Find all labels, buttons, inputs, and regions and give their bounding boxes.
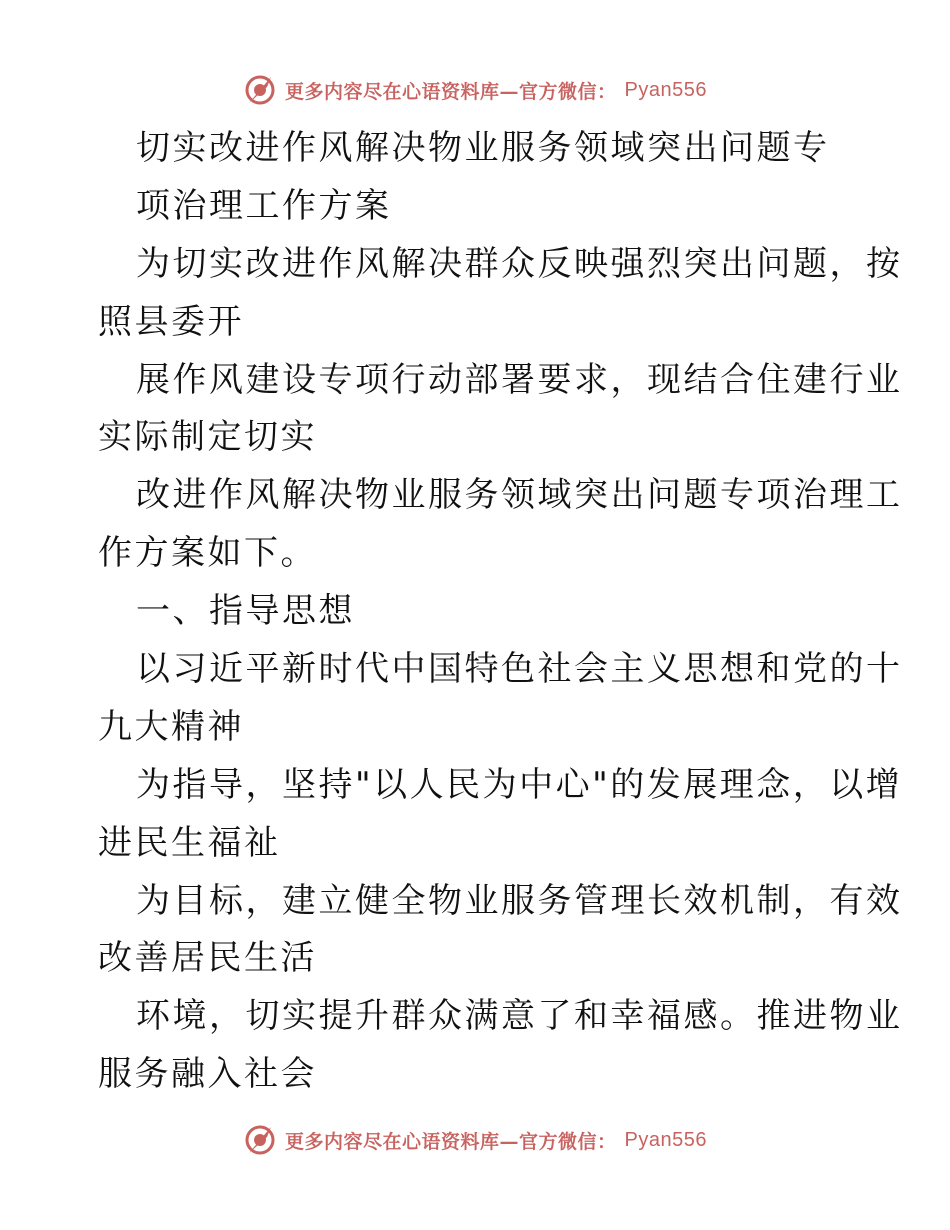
- watermark-banner-bottom: [0, 1120, 950, 1160]
- text-line: 为指导，坚持"以人民为中心"的发展理念，以增: [136, 764, 903, 805]
- text-line: 为切实改进作风解决群众反映强烈突出问题，按: [136, 243, 903, 284]
- quill-logo-icon: [243, 1123, 277, 1157]
- text-line: 九大精神: [98, 706, 244, 747]
- text-line: 作方案如下。: [98, 533, 317, 574]
- text-line: 改善居民生活: [98, 938, 317, 979]
- text-line: 切实改进作风解决物业服务领域突出问题专: [136, 128, 830, 168]
- text-line: 实际制定切实: [98, 417, 317, 458]
- watermark-text: 更多内容尽在心语资料库—官方微信：: [285, 80, 617, 103]
- text-line: 项治理工作方案: [136, 185, 392, 226]
- watermark-banner-top: [0, 70, 950, 110]
- watermark-account: Pyan556: [624, 78, 707, 101]
- text-line: 进民生福祉: [98, 822, 281, 863]
- watermark-text: 更多内容尽在心语资料库—官方微信：: [285, 1130, 617, 1153]
- text-line: 服务融入社会: [98, 1054, 317, 1095]
- text-line: 展作风建设专项行动部署要求，现结合住建行业: [136, 359, 903, 400]
- quill-logo-icon: [243, 73, 277, 107]
- text-line: 照县委开: [98, 301, 244, 342]
- text-line: 改进作风解决物业服务领域突出问题专项治理工: [136, 475, 903, 516]
- document-body: [98, 120, 903, 1104]
- watermark-account: Pyan556: [624, 1128, 707, 1151]
- text-line: 以习近平新时代中国特色社会主义思想和党的十: [136, 649, 903, 690]
- text-line: 环境，切实提升群众满意了和幸福感。推进物业: [136, 996, 903, 1037]
- text-line: 为目标，建立健全物业服务管理长效机制，有效: [136, 880, 903, 921]
- section-heading: 一、指导思想: [136, 591, 355, 632]
